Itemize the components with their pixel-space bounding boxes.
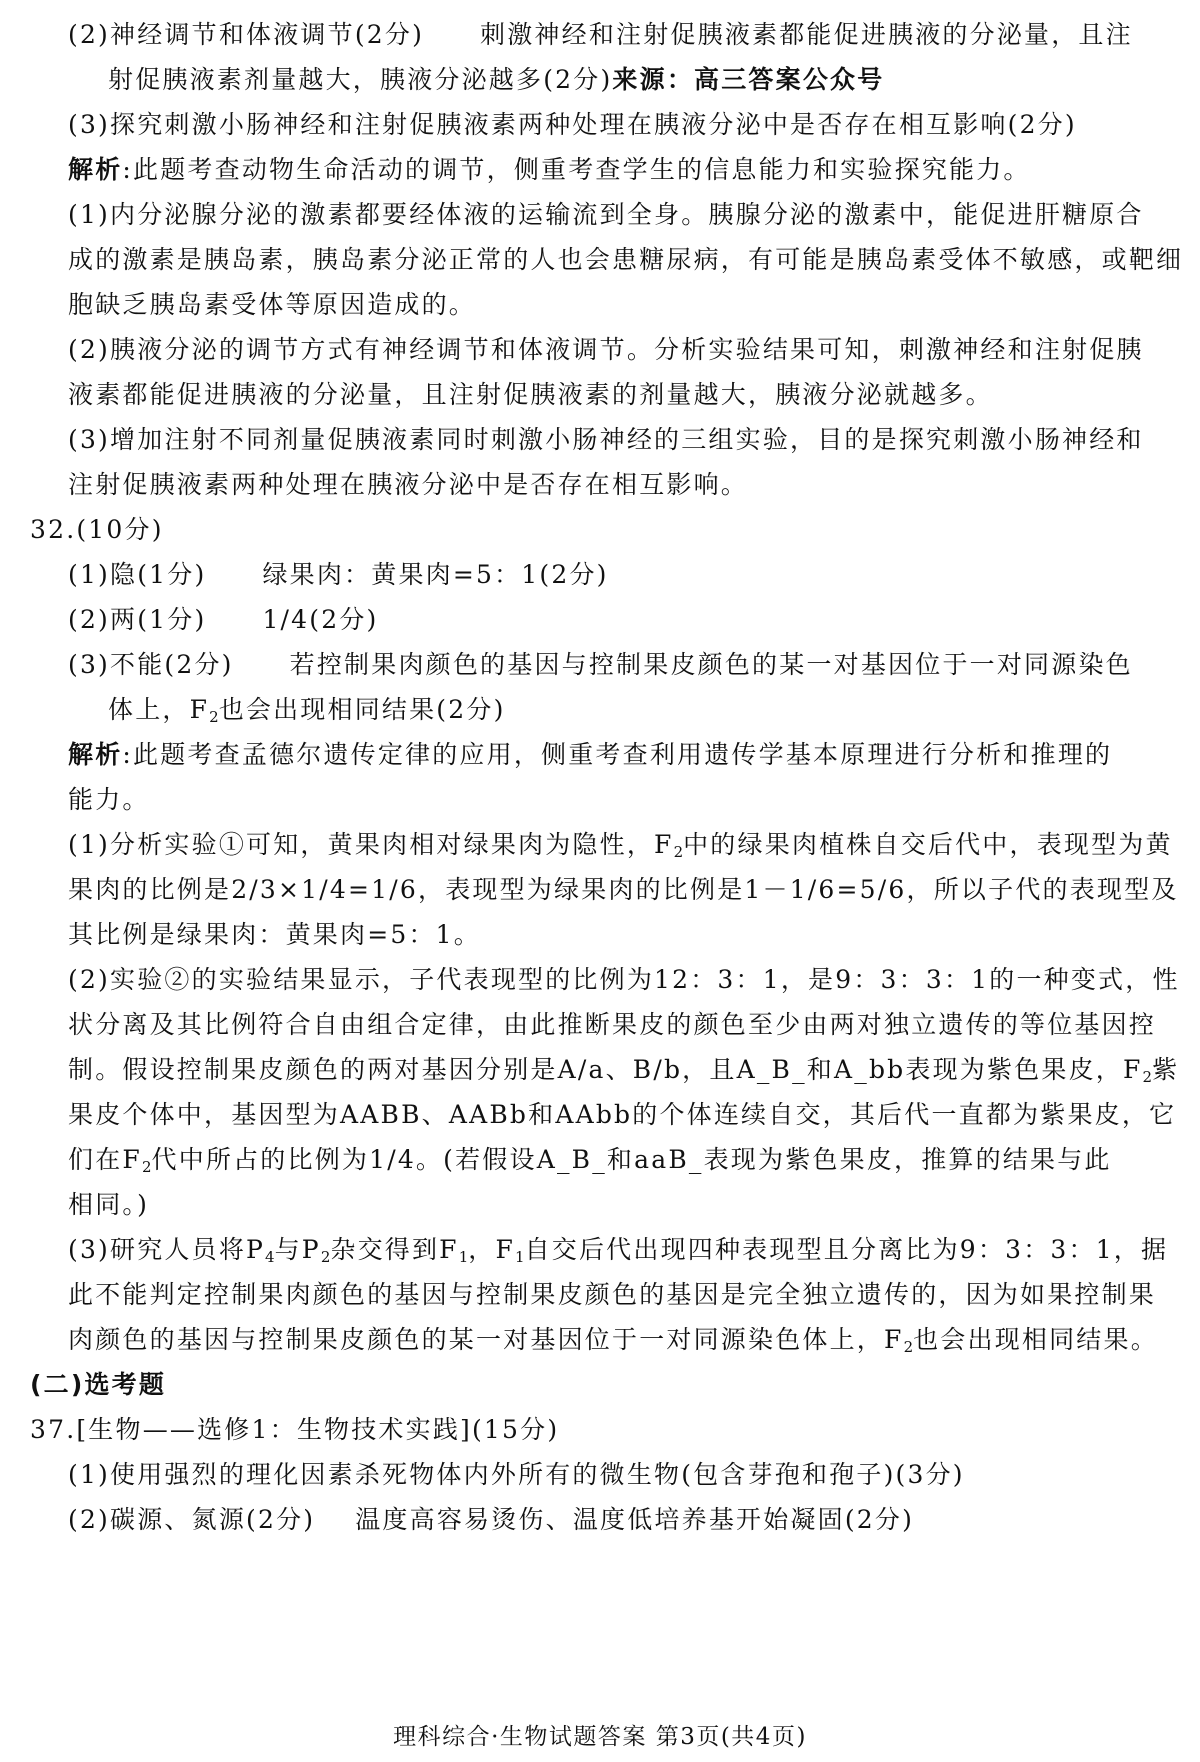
analysis-label: 解析 bbox=[68, 740, 123, 769]
q32-analysis-p2-line3 bbox=[68, 1053, 1179, 1087]
text-run: (3)研究人员将P bbox=[68, 1235, 266, 1264]
q31-analysis-intro bbox=[68, 153, 1031, 187]
q31-analysis-p2-line2: 液素都能促进胰液的分泌量，且注射促胰液素的剂量越大，胰液分泌就越多。 bbox=[68, 380, 993, 409]
q32-analysis-p3-line3 bbox=[68, 1323, 1158, 1357]
text-run: 制。假设控制果皮颜色的两对基因分别是A/a、B/b，且A_B_和A_bb表现为紫色果皮，F bbox=[68, 1055, 1143, 1084]
text-run: 肉颜色的基因与控制果皮颜色的某一对基因位于一对同源染色体上，F bbox=[68, 1325, 904, 1354]
analysis-text: :此题考查动物生命活动的调节，侧重考查学生的信息能力和实验探究能力。 bbox=[122, 155, 1031, 184]
text-run: 自交后代出现四种表现型且分离比为9：3：3：1，据 bbox=[524, 1235, 1169, 1264]
q31-answer-2-part-a: (2)神经调节和体液调节(2分) bbox=[68, 20, 425, 49]
q37-answer-2-part-b: 温度高容易烫伤、温度低培养基开始凝固(2分) bbox=[355, 1505, 915, 1534]
text-run: ，F bbox=[468, 1235, 516, 1264]
subscript: 1 bbox=[515, 1248, 525, 1266]
text-run: 体上，F bbox=[108, 695, 210, 724]
page-footer: 理科综合·生物试题答案 第3页(共4页) bbox=[393, 1724, 807, 1750]
q32-analysis-p1-line2: 果肉的比例是2/3×1/4=1/6，表现型为绿果肉的比例是1－1/6=5/6，所以子代的表现型及 bbox=[68, 875, 1179, 904]
subscript: 4 bbox=[265, 1248, 275, 1266]
q32-analysis-intro bbox=[68, 738, 1112, 772]
analysis-text: :此题考查孟德尔遗传定律的应用，侧重考查利用遗传学基本原理进行分析和推理的 bbox=[122, 740, 1113, 769]
q32-analysis-p3-line1 bbox=[68, 1233, 1168, 1267]
subscript: 1 bbox=[458, 1248, 469, 1266]
analysis-label: 解析 bbox=[68, 155, 123, 184]
q37-answer-2-part-a: (2)碳源、氮源(2分) bbox=[68, 1505, 316, 1534]
q32-answer-3-part-a: (3)不能(2分) bbox=[68, 650, 234, 679]
text-run: 也会出现相同结果。 bbox=[913, 1325, 1158, 1354]
q31-answer-2-part-c: 射促胰液素剂量越大，胰液分泌越多(2分) bbox=[108, 65, 613, 94]
text-run: 紫 bbox=[1152, 1055, 1180, 1084]
q32-answer-1 bbox=[68, 558, 609, 592]
q31-analysis-p1-line1: (1)内分泌腺分泌的激素都要经体液的运输流到全身。胰腺分泌的激素中，能促进肝糖原合 bbox=[68, 200, 1144, 229]
q31-analysis-p1-line3: 胞缺乏胰岛素受体等原因造成的。 bbox=[68, 290, 477, 319]
subscript: 2 bbox=[209, 708, 219, 726]
text-run: 代中所占的比例为1/4。(若假设A_B_和aaB_表现为紫色果皮，推算的结果与此 bbox=[151, 1145, 1112, 1174]
q32-header: 32.(10分) bbox=[30, 515, 164, 544]
source-note: 来源：高三答案公众号 bbox=[612, 65, 885, 94]
q32-answer-3-cont bbox=[108, 693, 506, 727]
q31-analysis-p2-line1: (2)胰液分泌的调节方式有神经调节和体液调节。分析实验结果可知，刺激神经和注射促胰 bbox=[68, 335, 1144, 364]
q32-analysis-p1-line3: 其比例是绿果肉：黄果肉=5：1。 bbox=[68, 920, 481, 949]
text-run: 杂交得到F bbox=[330, 1235, 459, 1264]
section-2-title: (二)选考题 bbox=[30, 1370, 167, 1399]
q31-answer-2-part-b: 刺激神经和注射促胰液素都能促进胰液的分泌量，且注 bbox=[480, 20, 1133, 49]
q37-answer-1: (1)使用强烈的理化因素杀死物体内外所有的微生物(包含芽孢和孢子)(3分) bbox=[68, 1460, 965, 1489]
q31-answer-2-cont bbox=[108, 63, 884, 97]
q31-answer-3: (3)探究刺激小肠神经和注射促胰液素两种处理在胰液分泌中是否存在相互影响(2分) bbox=[68, 110, 1077, 139]
q32-analysis-p2-line1: (2)实验②的实验结果显示，子代表现型的比例为12：3：1，是9：3：3：1的一种变式，性 bbox=[68, 965, 1180, 994]
q31-analysis-p1-line2: 成的激素是胰岛素，胰岛素分泌正常的人也会患糖尿病，有可能是胰岛素受体不敏感，或靶细 bbox=[68, 245, 1184, 274]
text-run: 也会出现相同结果(2分) bbox=[218, 695, 506, 724]
q32-analysis-p2-line4: 果皮个体中，基因型为AABB、AABb和AAbb的个体连续自交，其后代一直都为紫果皮，它 bbox=[68, 1100, 1177, 1129]
q32-analysis-intro-cont: 能力。 bbox=[68, 785, 150, 814]
q31-analysis-p3-line2: 注射促胰液素两种处理在胰液分泌中是否存在相互影响。 bbox=[68, 470, 749, 499]
q32-answer-1-part-b: 绿果肉：黄果肉=5：1(2分) bbox=[262, 560, 609, 589]
subscript: 2 bbox=[320, 1248, 331, 1266]
text-run: 中的绿果肉植株自交后代中，表现型为黄 bbox=[683, 830, 1173, 859]
subscript: 2 bbox=[1142, 1068, 1153, 1086]
q32-answer-2 bbox=[68, 603, 379, 637]
q32-answer-3 bbox=[68, 648, 1133, 682]
q32-answer-3-part-b: 若控制果肉颜色的基因与控制果皮颜色的某一对基因位于一对同源染色 bbox=[289, 650, 1133, 679]
text-run: 与P bbox=[274, 1235, 321, 1264]
q32-analysis-p2-line5 bbox=[68, 1143, 1112, 1177]
q31-answer-2 bbox=[68, 18, 1133, 52]
text-run: 们在F bbox=[68, 1145, 142, 1174]
q31-analysis-p3-line1: (3)增加注射不同剂量促胰液素同时刺激小肠神经的三组实验，目的是探究刺激小肠神经和 bbox=[68, 425, 1144, 454]
q37-answer-2 bbox=[68, 1503, 914, 1537]
text-run: (1)分析实验①可知，黄果肉相对绿果肉为隐性，F bbox=[68, 830, 674, 859]
q37-header: 37.[生物——选修1：生物技术实践](15分) bbox=[30, 1415, 560, 1444]
q32-analysis-p3-line2: 此不能判定控制果肉颜色的基因与控制果皮颜色的基因是完全独立遗传的，因为如果控制果 bbox=[68, 1280, 1157, 1309]
q32-analysis-p1-line1 bbox=[68, 828, 1173, 862]
q32-analysis-p2-line6: 相同。) bbox=[68, 1190, 150, 1219]
q32-answer-2-part-a: (2)两(1分) bbox=[68, 605, 207, 634]
q32-answer-1-part-a: (1)隐(1分) bbox=[68, 560, 207, 589]
q32-analysis-p2-line2: 状分离及其比例符合自由组合定律，由此推断果皮的颜色至少由两对独立遗传的等位基因控 bbox=[68, 1010, 1157, 1039]
subscript: 2 bbox=[903, 1338, 914, 1356]
subscript: 2 bbox=[141, 1158, 152, 1176]
q32-answer-2-part-b: 1/4(2分) bbox=[262, 605, 379, 634]
subscript: 2 bbox=[673, 843, 684, 861]
